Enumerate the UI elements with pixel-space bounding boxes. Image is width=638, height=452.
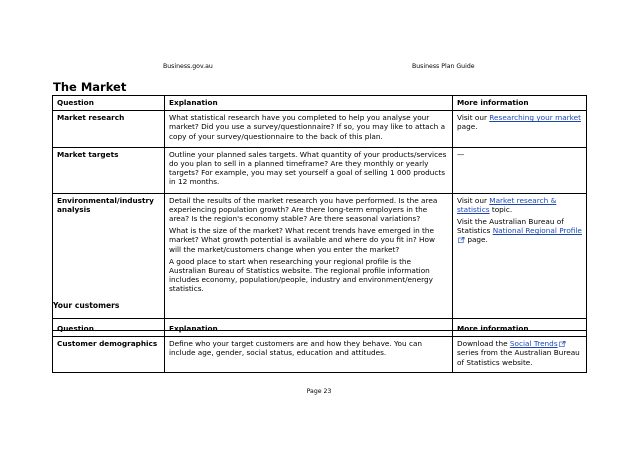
header-question: Question	[53, 96, 165, 111]
table-row	[53, 111, 587, 148]
national-regional-profile-link[interactable]: National Regional Profile	[492, 226, 582, 236]
row-explanation: Outline your planned sales targets. What quantity of your products/services do you plan to sell in a planned timeframe? Are they monthly or yearly targets? For example, you may set yourself a goal of selling 1 000 products in 12 months.	[165, 147, 453, 193]
row-explanation: What statistical research have you completed to help you analyse your market? Did you use a survey/questionnaire? If so, you may like to attach a copy of your survey/questionnaire to the back of this plan.	[165, 111, 453, 148]
row-explanation: Define who your target customers are and how they behave. You can include age, gender, social status, education and attitudes.	[165, 337, 453, 373]
table-header-row	[53, 319, 587, 337]
row-explanation: Detail the results of the market research you have performed. Is the area experiencing population growth? Are there long-term employers in the area? Is the region's economy stable? Are there seasonal variations? What is the size of the market? What recent trends have emerged in the market? What growth potential is available and where do you fit in? How will the market/customers change when you enter the market? A good place to start when researching your regional profile is the Australian Bureau of Statistics website. The regional profile information includes economy, population/people, industry and environment/energy statistics.	[165, 193, 453, 330]
table-row	[53, 193, 587, 330]
market-table	[52, 95, 587, 331]
social-trends-link[interactable]: Social Trends	[509, 339, 558, 349]
page-title: The Market	[53, 80, 127, 94]
table-row	[53, 337, 587, 373]
header-site: Business.gov.au	[163, 63, 213, 70]
table-row	[53, 147, 587, 193]
customers-table	[52, 318, 587, 373]
external-link-icon[interactable]	[559, 341, 566, 347]
header-more-information: More information	[453, 319, 587, 337]
header-question: Question	[53, 319, 165, 337]
table-header-row	[53, 96, 587, 111]
page-number: Page 23	[306, 388, 332, 395]
row-question: Environmental/industry analysis	[53, 193, 165, 330]
row-question: Market research	[53, 111, 165, 148]
header-doc-title: Business Plan Guide	[412, 63, 475, 70]
market-research-statistics-link[interactable]: Market research & statistics	[457, 195, 557, 214]
header-explanation: Explanation	[165, 319, 453, 337]
row-more-info: —	[453, 147, 587, 193]
row-more-info: Visit our Researching your market page.	[453, 111, 587, 148]
row-question: Customer demographics	[53, 337, 165, 373]
row-more-info: Download the Social Trends series from the Australian Bureau of Statistics website.	[453, 337, 587, 373]
section-title-your-customers: Your customers	[53, 301, 120, 310]
header-explanation: Explanation	[165, 96, 453, 111]
header-more-information: More information	[453, 96, 587, 111]
row-question: Market targets	[53, 147, 165, 193]
row-more-info: Visit our Market research & statistics topic. Visit the Australian Bureau of Statistics National Regional Profile page.	[453, 193, 587, 330]
researching-your-market-link[interactable]: Researching your market	[489, 113, 581, 123]
external-link-icon[interactable]	[458, 237, 465, 243]
